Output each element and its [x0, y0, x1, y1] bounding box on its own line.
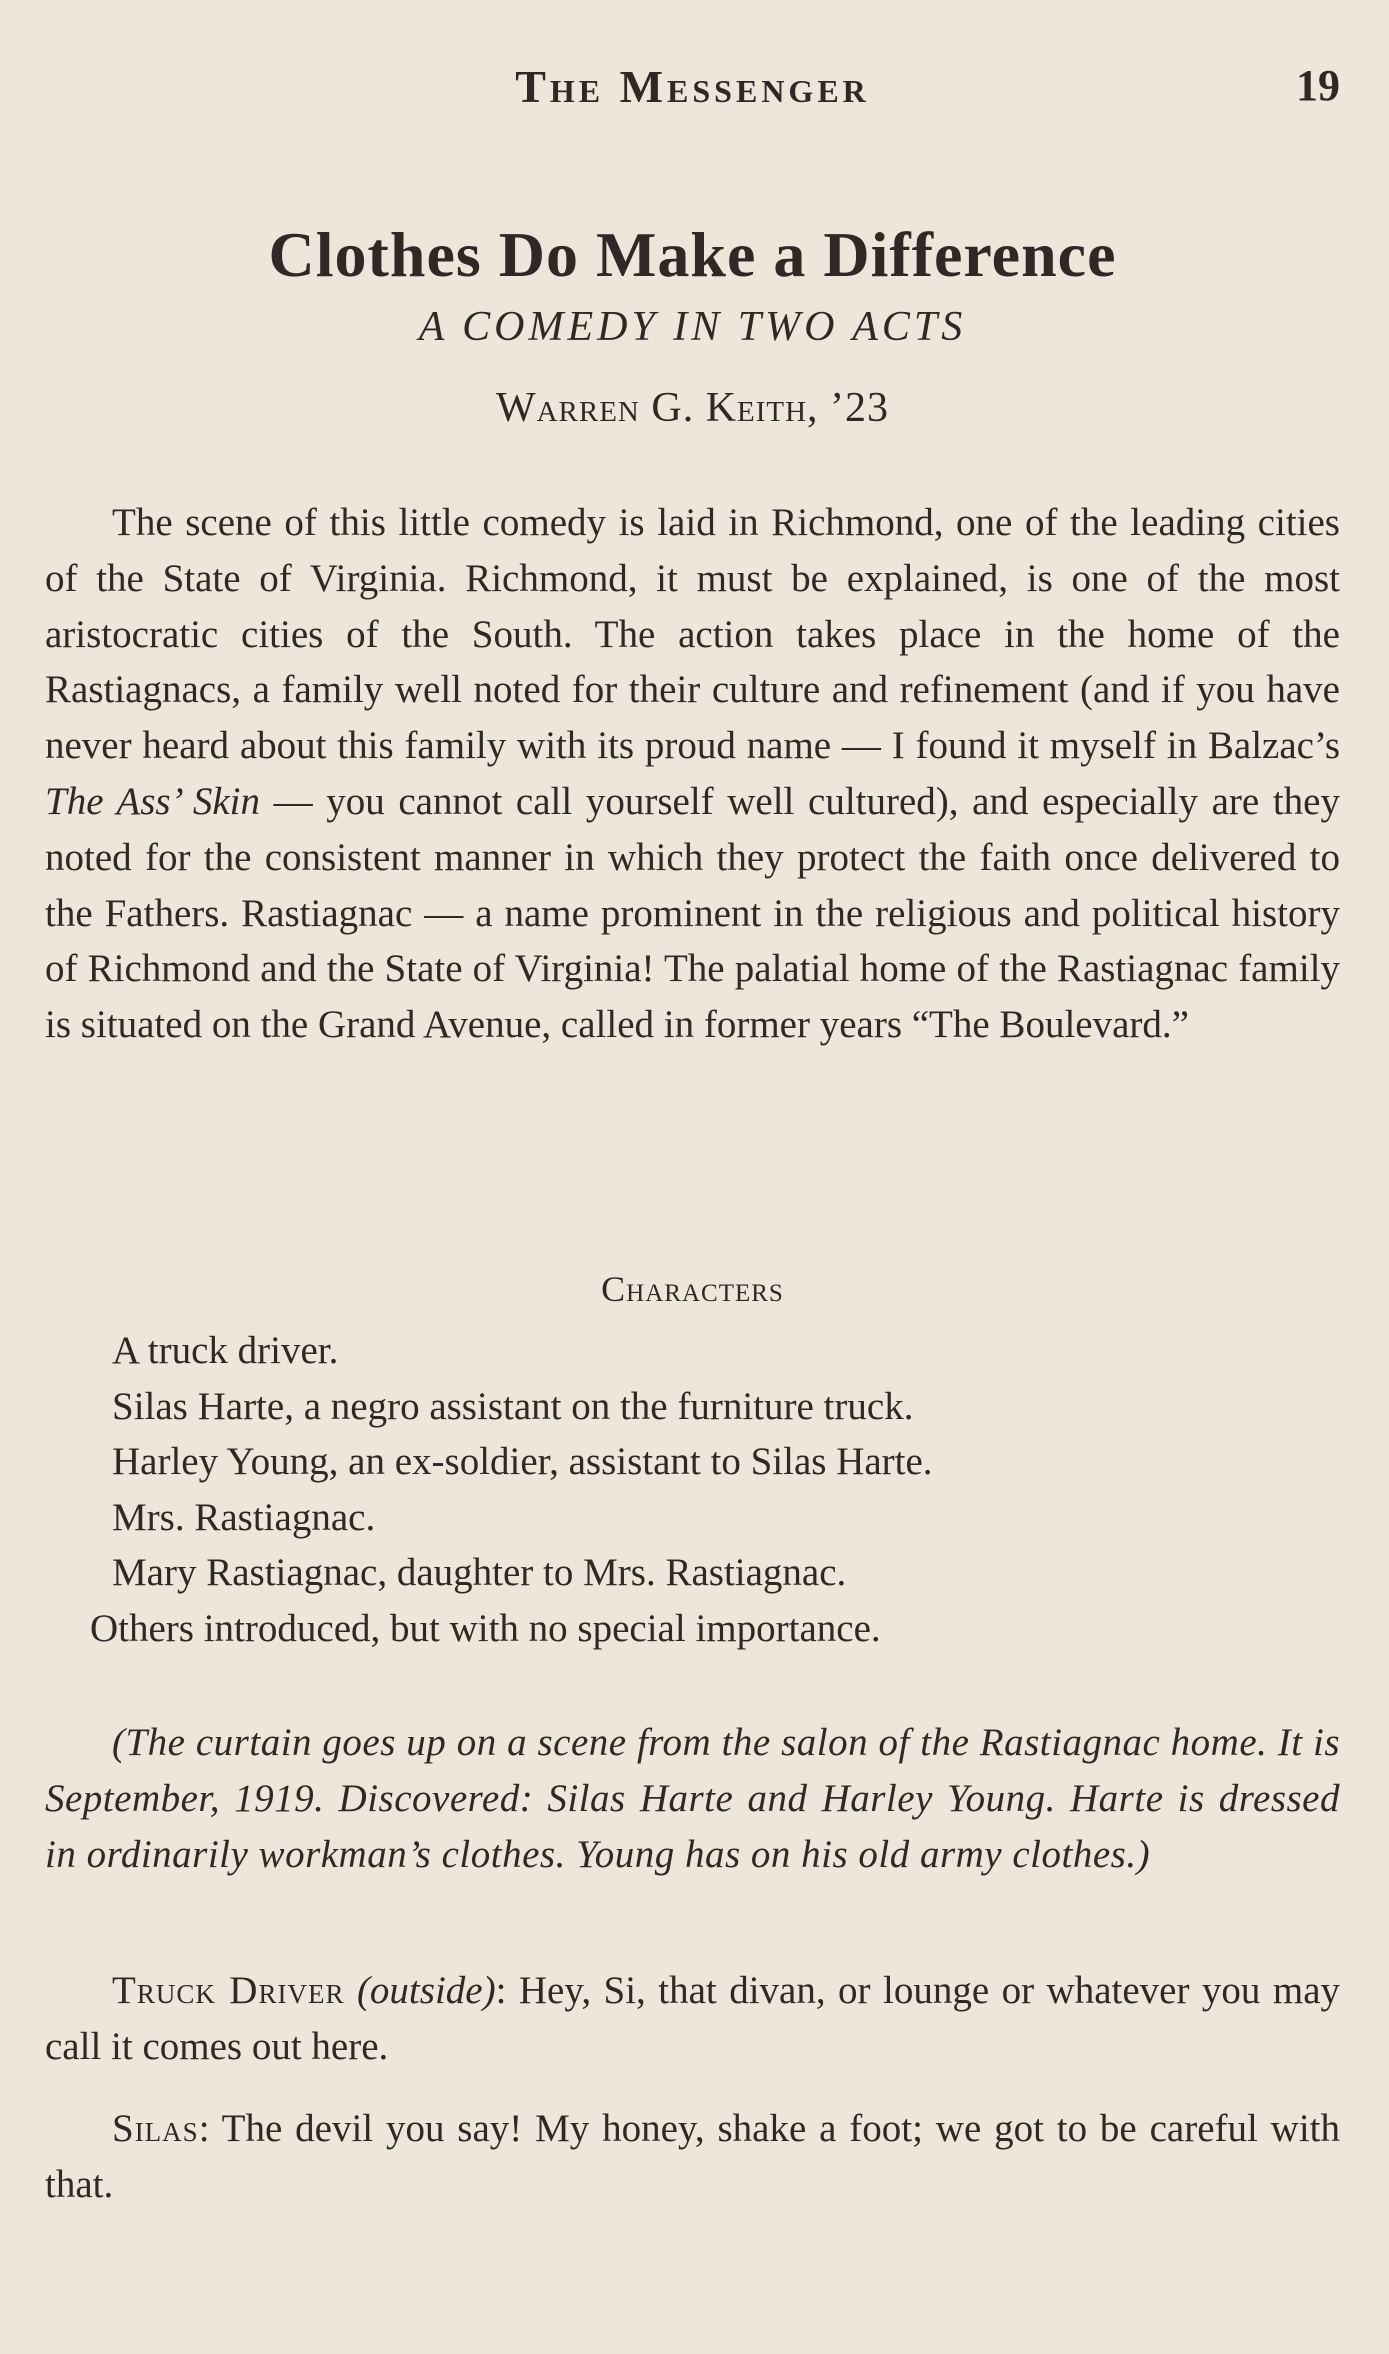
dialogue-line [45, 2101, 1340, 2213]
author-byline: Warren G. Keith, ’23 [495, 385, 890, 431]
characters-heading: Characters [601, 1269, 784, 1309]
dialogue-line [45, 1963, 1340, 2075]
dialogue-text: Hey, Si, that divan, or lounge or whatever you may call it comes out here. [45, 1969, 1341, 2068]
character-item: Harley Young, an ex-soldier, assistant to Silas Harte. [112, 1440, 933, 1483]
stage-direction: (The curtain goes up on a scene from the salon of the Rastiagnac home. It is September, 1919. Discovered: Silas Harte and Harley Young. Harte is dressed in ordinarily workman’s clothes. Young has on his old army clothes.) [45, 1721, 1340, 1876]
article-subtitle: A COMEDY IN TWO ACTS [418, 304, 967, 350]
running-head [45, 60, 1340, 120]
page [45, 0, 1340, 2354]
speaker-direction: (outside) [356, 1969, 496, 2012]
speaker-name: Silas [112, 2107, 199, 2150]
speaker-name: Truck Driver [112, 1969, 345, 2012]
character-item: A truck driver. [112, 1329, 339, 1372]
intro-text-part1: The scene of this little comedy is laid in Richmond, one of the leading cities of the State of Virginia. Richmond, it must be explained, is one of the most aristocratic cities of the South. The action takes place in the home of the Rastiagnacs, a family well noted for their culture and refinement (and if you have never heard about this family with its proud name — I found it myself in Balzac’s [45, 501, 1340, 768]
speaker-colon: : [495, 1969, 507, 2012]
character-item: Silas Harte, a negro assistant on the furniture truck. [112, 1384, 914, 1428]
article-title: Clothes Do Make a Difference [268, 219, 1117, 290]
book-title: The Ass’ Skin [45, 779, 261, 823]
character-item: Mary Rastiagnac, daughter to Mrs. Rastiagnac. [112, 1551, 847, 1594]
intro-text-part2: — you cannot call yourself well cultured), and especially are they noted for the consistent manner in which they protect the faith once delivered to the Fathers. Rastiagnac — a name prominent in the religious and political history of Richmond and the State of Virginia! The palatial home of the Rastiagnac family is situated on the Grand Avenue, called in former years “The Boulevard.” [45, 779, 1340, 1047]
page-number: 19 [1296, 61, 1340, 110]
journal-title: The Messenger [515, 61, 870, 112]
dialogue-text: The devil you say! My honey, shake a foot; we got to be careful with that. [45, 2107, 1340, 2206]
character-item: Mrs. Rastiagnac. [112, 1495, 376, 1539]
speaker-colon: : [198, 2107, 210, 2150]
characters-list [45, 1323, 1340, 1656]
intro-paragraph [45, 495, 1340, 1053]
character-item: Others introduced, but with no special importance. [90, 1606, 881, 1650]
